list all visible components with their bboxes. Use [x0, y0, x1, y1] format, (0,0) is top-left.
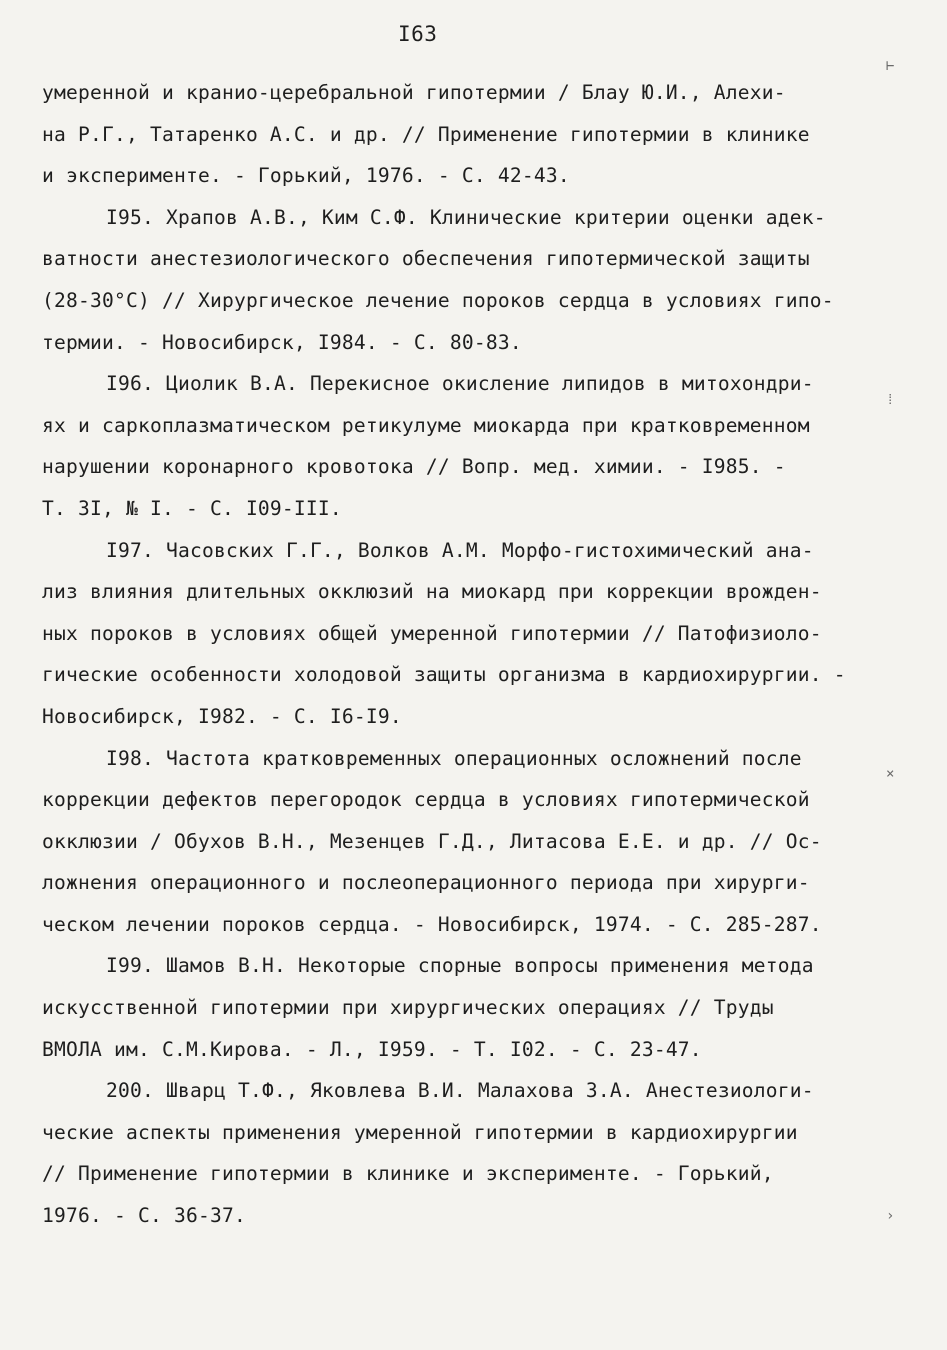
reference-line: нарушении коронарного кровотока // Вопр. мед. химии. - I985. -	[42, 455, 786, 479]
reference-line: и эксперименте. - Горький, 1976. - С. 42-43.	[42, 164, 570, 188]
reference-line: лиз влияния длительных окклюзий на миокард при коррекции врожден-	[42, 580, 822, 604]
reference-entry-200: 200. Шварц Т.Ф., Яковлева В.И. Малахова З.А. Анестезиологи-	[106, 1079, 814, 1103]
reference-line: окклюзии / Обухов В.Н., Мезенцев Г.Д., Литасова Е.Е. и др. // Ос-	[42, 829, 822, 853]
reference-line: ческом лечении пороков сердца. - Новосибирск, 1974. - С. 285-287.	[42, 912, 822, 936]
reference-line: Т. 3I, № I. - С. I09-III.	[42, 496, 342, 520]
reference-entry-199: I99. Шамов В.Н. Некоторые спорные вопросы применения метода	[106, 954, 814, 978]
reference-line: ложнения операционного и послеоперационного периода при хирурги-	[42, 871, 810, 895]
reference-line: ях и саркоплазматическом ретикулуме миокарда при кратковременном	[42, 413, 810, 437]
reference-entry-198: I98. Частота кратковременных операционных осложнений после	[106, 746, 802, 770]
reference-list	[42, 72, 902, 1237]
reference-line: ческие аспекты применения умеренной гипотермии в кардиохирургии	[42, 1120, 798, 1144]
reference-line: Новосибирск, I982. - С. I6-I9.	[42, 704, 402, 728]
reference-line: искусственной гипотермии при хирургических операциях // Труды	[42, 996, 774, 1020]
reference-line: термии. - Новосибирск, I984. - С. 80-83.	[42, 330, 522, 354]
page-number: I63	[398, 22, 438, 46]
reference-line: ВМОЛА им. С.М.Кирова. - Л., I959. - Т. I02. - С. 23-47.	[42, 1037, 702, 1061]
reference-entry-197: I97. Часовских Г.Г., Волков А.М. Морфо-гистохимический ана-	[106, 538, 814, 562]
reference-line: умеренной и кранио-церебральной гипотермии / Блау Ю.И., Алехи-	[42, 81, 786, 104]
reference-line: // Применение гипотермии в клинике и эксперименте. - Горький,	[42, 1162, 774, 1186]
margin-mark-icon: ›	[886, 1208, 895, 1224]
reference-line: 1976. - С. 36-37.	[42, 1204, 246, 1228]
margin-mark-icon: ×	[886, 766, 895, 782]
reference-entry-195: I95. Храпов А.В., Ким С.Ф. Клинические критерии оценки адек-	[106, 205, 826, 229]
reference-line: на Р.Г., Татаренко А.С. и др. // Применение гипотермии в клинике	[42, 122, 810, 146]
reference-line: коррекции дефектов перегородок сердца в условиях гипотермической	[42, 788, 810, 812]
reference-line: (28-30°С) // Хирургическое лечение пороков сердца в условиях гипо-	[42, 288, 834, 312]
reference-line: гические особенности холодовой защиты организма в кардиохирургии. -	[42, 663, 846, 687]
margin-mark-icon: ⊢	[886, 58, 895, 74]
reference-entry-196: I96. Циолик В.А. Перекисное окисление липидов в митохондри-	[106, 372, 814, 396]
reference-line: ных пороков в условиях общей умеренной гипотермии // Патофизиоло-	[42, 621, 822, 645]
margin-mark-icon: ⁞	[886, 392, 895, 408]
reference-line: ватности анестезиологического обеспечения гипотермической защиты	[42, 247, 810, 271]
